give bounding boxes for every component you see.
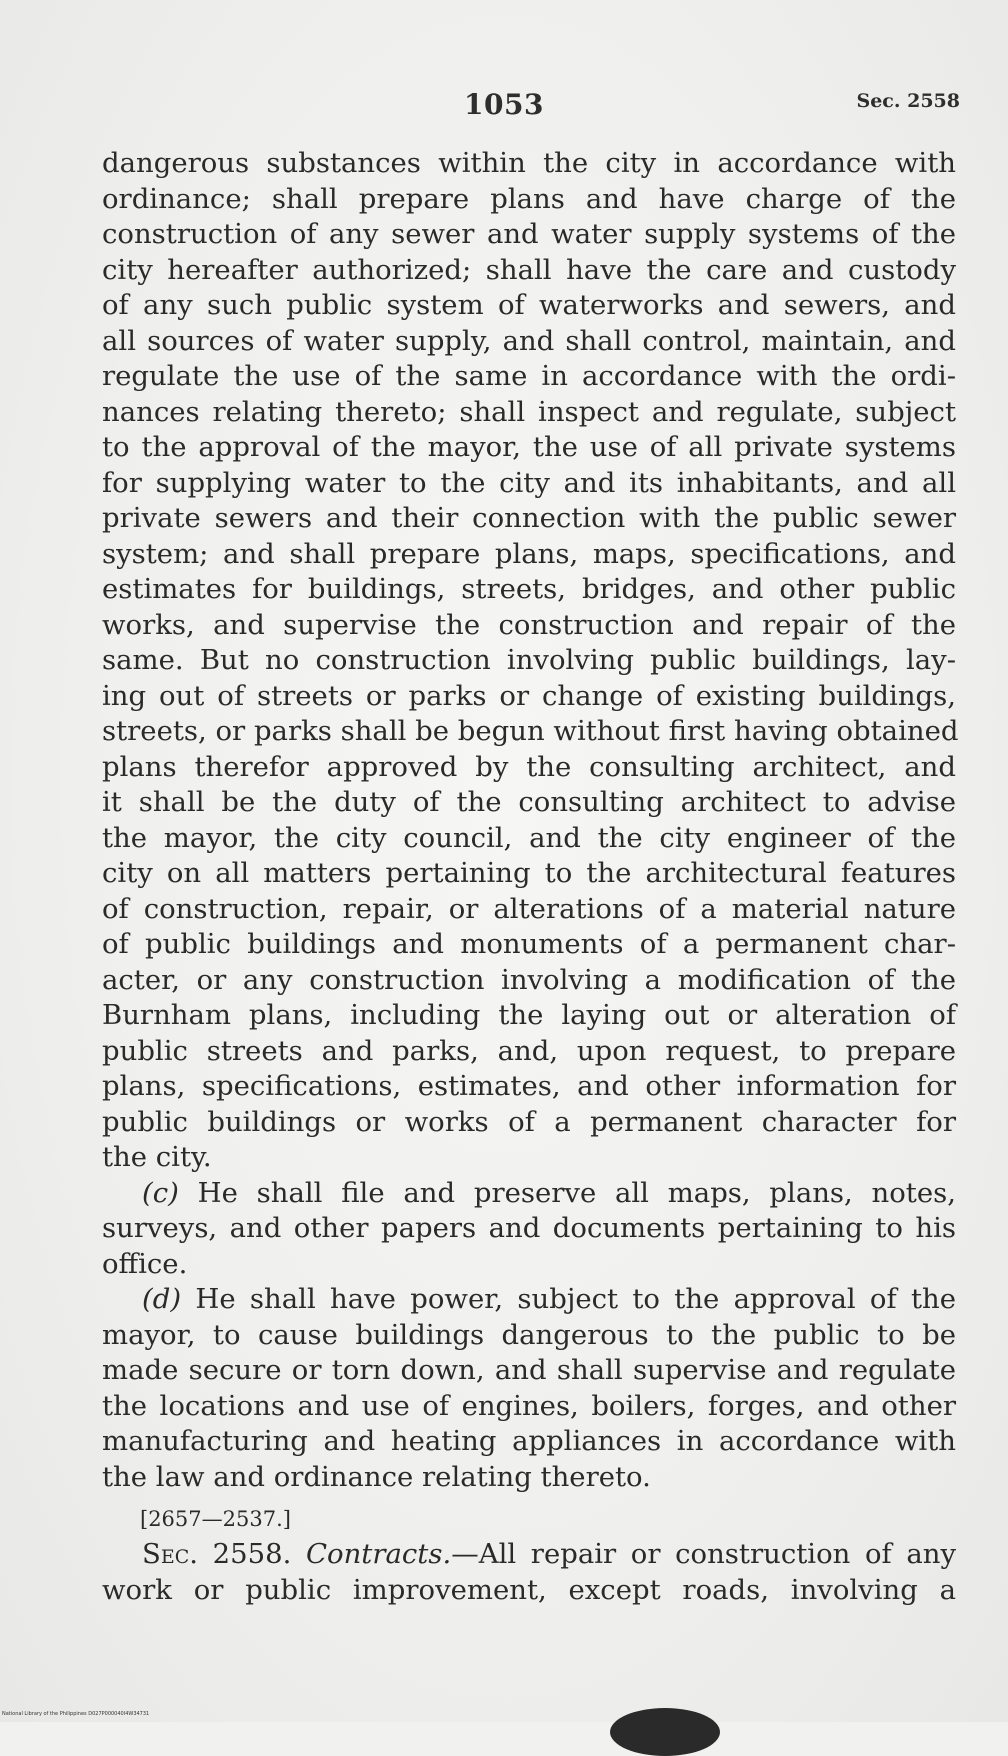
- paragraph-d-line: manufacturing and heating appliances in accordance with: [102, 1425, 956, 1457]
- paragraph-d: [102, 1282, 956, 1495]
- paragraph-d-line: the law and ordinance relating thereto.: [102, 1460, 651, 1493]
- paragraph-c-line: (c) He shall file and preserve all maps, plans, notes,: [142, 1176, 956, 1209]
- text-line: streets, or parks shall be begun without first having obtained: [102, 715, 959, 747]
- text-line: the city.: [102, 1141, 212, 1173]
- section-label: Sec. 2558.: [142, 1538, 292, 1570]
- text-line: dangerous substances within the city in accordance with: [102, 147, 956, 179]
- paragraph-d-line: mayor, to cause buildings dangerous to the public to be: [102, 1318, 956, 1351]
- text-line: same. But no construction involving public buildings, lay-: [102, 644, 956, 676]
- paragraph-d-line: (d) He shall have power, subject to the approval of the: [142, 1283, 957, 1315]
- library-footer-note: National Library of the Philippines D027P000040I4W34731: [2, 1711, 150, 1717]
- section-title: Contracts.: [306, 1538, 452, 1570]
- page-number: 1053: [464, 88, 544, 121]
- text-line: of construction, repair, or alterations of a material nature: [102, 892, 956, 925]
- text-line: plans, specifications, estimates, and other information for: [102, 1070, 956, 1102]
- section-2558: [102, 1537, 956, 1608]
- text-line: estimates for buildings, streets, bridges, and other public: [102, 573, 956, 605]
- text-line: works, and supervise the construction and repair of the: [102, 608, 956, 641]
- text-line: nances relating thereto; shall inspect and regulate, subject: [102, 395, 956, 428]
- paragraph-continuation: [102, 146, 959, 1176]
- paragraph-d-line: made secure or torn down, and shall supervise and regulate: [102, 1354, 956, 1386]
- text-line: construction of any sewer and water supply systems of the: [102, 218, 956, 250]
- text-line: it shall be the duty of the consulting architect to advise: [102, 786, 956, 818]
- paragraph-c-line: office.: [102, 1247, 188, 1280]
- text-line: the mayor, the city council, and the city engineer of the: [102, 821, 956, 854]
- paragraph-c: [102, 1176, 956, 1283]
- text-line: regulate the use of the same in accordance with the ordi-: [102, 360, 956, 392]
- body-text: [102, 146, 959, 1608]
- text-line: city on all matters pertaining to the architectural features: [102, 857, 956, 889]
- text-line: to the approval of the mayor, the use of all private systems: [102, 431, 956, 463]
- paragraph-c-marker: (c): [142, 1176, 179, 1209]
- section-reference: Sec. 2558: [856, 90, 960, 112]
- text-line: for supplying water to the city and its inhabitants, and all: [102, 466, 956, 499]
- section-line: work or public improvement, except roads, involving a: [102, 1573, 956, 1606]
- section-line: Sec. 2558. Contracts.—All repair or construction of any: [142, 1538, 956, 1570]
- text-line: of public buildings and monuments of a permanent char-: [102, 928, 956, 960]
- text-line: public buildings or works of a permanent character for: [102, 1105, 956, 1138]
- text-line: plans therefor approved by the consulting architect, and: [102, 750, 956, 783]
- text-line: all sources of water supply, and shall control, maintain, and: [102, 324, 956, 357]
- text-line: private sewers and their connection with the public sewer: [102, 502, 956, 534]
- paragraph-d-line: the locations and use of engines, boilers, forges, and other: [102, 1389, 956, 1422]
- text-line: Burnham plans, including the laying out or alteration of: [102, 999, 956, 1031]
- citation-reference: [2657—2537.]: [140, 1507, 291, 1531]
- text-line: ing out of streets or parks or change of existing buildings,: [102, 679, 956, 712]
- page-edge-shadow: [610, 1708, 720, 1756]
- paragraph-d-marker: (d): [142, 1283, 182, 1315]
- text-line: acter, or any construction involving a modification of the: [102, 963, 956, 996]
- text-line: of any such public system of waterworks and sewers, and: [102, 289, 956, 321]
- text-line: public streets and parks, and, upon request, to prepare: [102, 1034, 956, 1067]
- text-line: city hereafter authorized; shall have the care and custody: [102, 253, 956, 286]
- text-line: ordinance; shall prepare plans and have charge of the: [102, 182, 956, 215]
- text-line: system; and shall prepare plans, maps, specifications, and: [102, 537, 956, 570]
- paragraph-c-line: surveys, and other papers and documents pertaining to his: [102, 1212, 956, 1244]
